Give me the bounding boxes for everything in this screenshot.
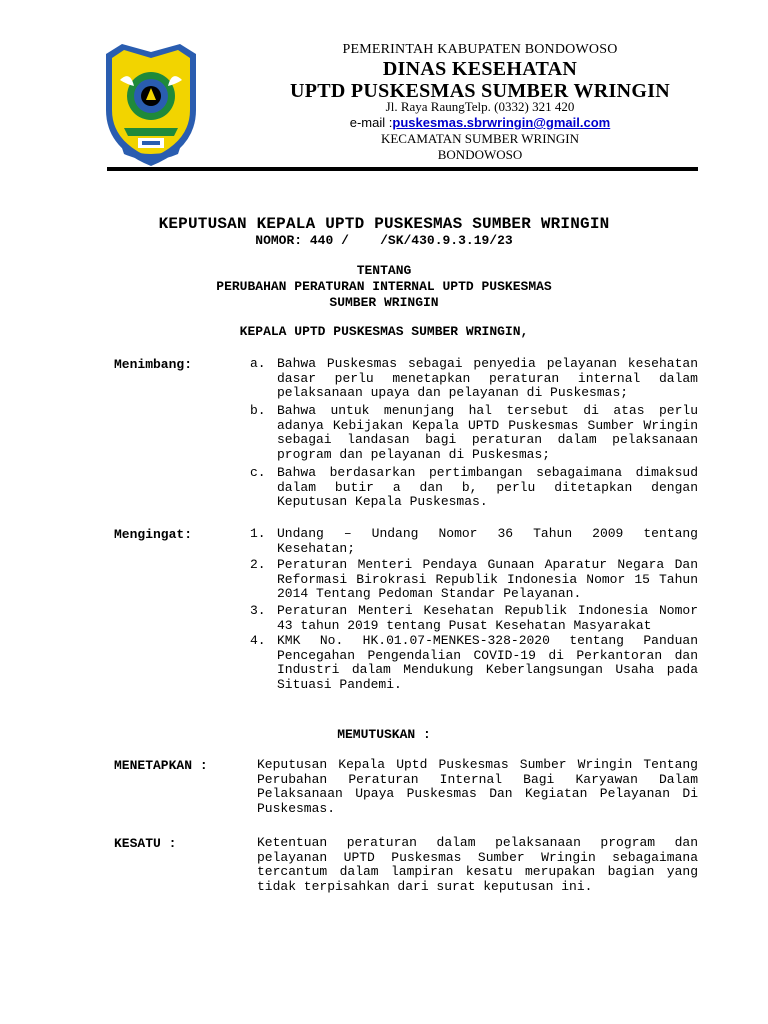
mengingat-item-2 [250, 558, 698, 602]
letterhead [0, 0, 768, 175]
institution-name: UPTD PUSKESMAS SUMBER WRINGIN [289, 80, 671, 102]
item-marker: 1. [250, 526, 266, 541]
regency-line: BONDOWOSO [437, 147, 523, 162]
kesatu-text: Ketentuan peraturan dalam pelaksanaan program dan pelayanan UPTD Puskesmas Sumber Wringin sebagaimana tercantum dalam lampiran kesatu merupakan bagian yang tidak terpisahkan dari surat keputusan ini. [257, 835, 698, 894]
kesatu-label: KESATU : [114, 836, 177, 851]
email-label: e-mail : [349, 115, 393, 130]
item-text: KMK No. HK.01.07-MENKES-328-2020 tentang Panduan Pencegahan Pengendalian COVID-19 di Perkantoran dan Industri dalam Mendukung Keberlangsungan Usaha pada Situasi Pandemi. [277, 633, 698, 692]
item-text: Peraturan Menteri Pendaya Gunaan Aparatur Negara Dan Reformasi Birokrasi Republik Indonesia Nomor 15 Tahun 2014 Tentang Pedoman Standar Pelayanan. [277, 557, 698, 602]
item-marker: 3. [250, 603, 266, 618]
item-marker: a. [250, 356, 266, 371]
menetapkan-text: Keputusan Kepala Uptd Puskesmas Sumber Wringin Tentang Perubahan Peraturan Internal Bagi Karyawan Dalam Pelaksanaan Upaya Puskesmas Dan Kegiatan Pelayanan Di Puskesmas. [257, 757, 698, 816]
menimbang-label: Menimbang: [114, 357, 193, 372]
mengingat-item-4 [250, 634, 698, 692]
item-text: Peraturan Menteri Kesehatan Republik Indonesia Nomor 43 tahun 2019 tentang Pusat Kesehatan Masyarakat [277, 603, 698, 633]
government-name: PEMERINTAH KABUPATEN BONDOWOSO [342, 42, 618, 57]
tentang-label: TENTANG [356, 263, 412, 278]
menimbang-item-c [250, 466, 698, 510]
item-marker: 2. [250, 557, 266, 572]
item-marker: c. [250, 465, 266, 480]
item-text: Bahwa Puskesmas sebagai penyedia pelayanan kesehatan dasar perlu menetapkan peraturan internal dalam pelaksanaan upaya dan pelayanan di Puskesmas; [277, 356, 698, 401]
item-marker: b. [250, 403, 266, 418]
decree-number: NOMOR: 440 / /SK/430.9.3.19/23 [255, 233, 513, 248]
district-line: KECAMATAN SUMBER WRINGIN [380, 131, 580, 146]
menetapkan-label: MENETAPKAN : [114, 758, 208, 773]
agency-name: DINAS KESEHATAN [382, 58, 578, 80]
kepala-heading: KEPALA UPTD PUSKESMAS SUMBER WRINGIN, [239, 324, 529, 339]
item-marker: 4. [250, 633, 266, 648]
item-text: Bahwa berdasarkan pertimbangan sebagaimana dimaksud dalam butir a dan b, perlu ditetapkan dengan Keputusan Kepala Puskesmas. [277, 465, 698, 510]
letterhead-divider [107, 167, 698, 171]
memutuskan-heading: MEMUTUSKAN : [337, 727, 431, 742]
email-link[interactable]: puskesmas.sbrwringin@gmail.com [392, 115, 611, 130]
subject-line-1: PERUBAHAN PERATURAN INTERNAL UPTD PUSKESMAS [216, 279, 552, 294]
bondowoso-logo [100, 40, 202, 170]
subject-line-2: SUMBER WRINGIN [329, 295, 439, 310]
email-line [230, 115, 730, 130]
item-text: Undang – Undang Nomor 36 Tahun 2009 tentang Kesehatan; [277, 526, 698, 556]
menimbang-item-a [250, 357, 698, 401]
mengingat-item-3 [250, 604, 698, 633]
item-text: Bahwa untuk menunjang hal tersebut di atas perlu adanya Kebijakan Kepala UPTD Puskesmas Sumber Wringin sebagai landasan bagi peraturan dalam pelaksanaan program dan pelayanan di Puskesmas; [277, 403, 698, 462]
decree-heading: KEPUTUSAN KEPALA UPTD PUSKESMAS SUMBER WRINGIN [158, 215, 610, 233]
menimbang-item-b [250, 404, 698, 462]
mengingat-item-1 [250, 527, 698, 556]
address-line: Jl. Raya RaungTelp. (0332) 321 420 [385, 99, 575, 114]
mengingat-label: Mengingat: [114, 527, 193, 542]
